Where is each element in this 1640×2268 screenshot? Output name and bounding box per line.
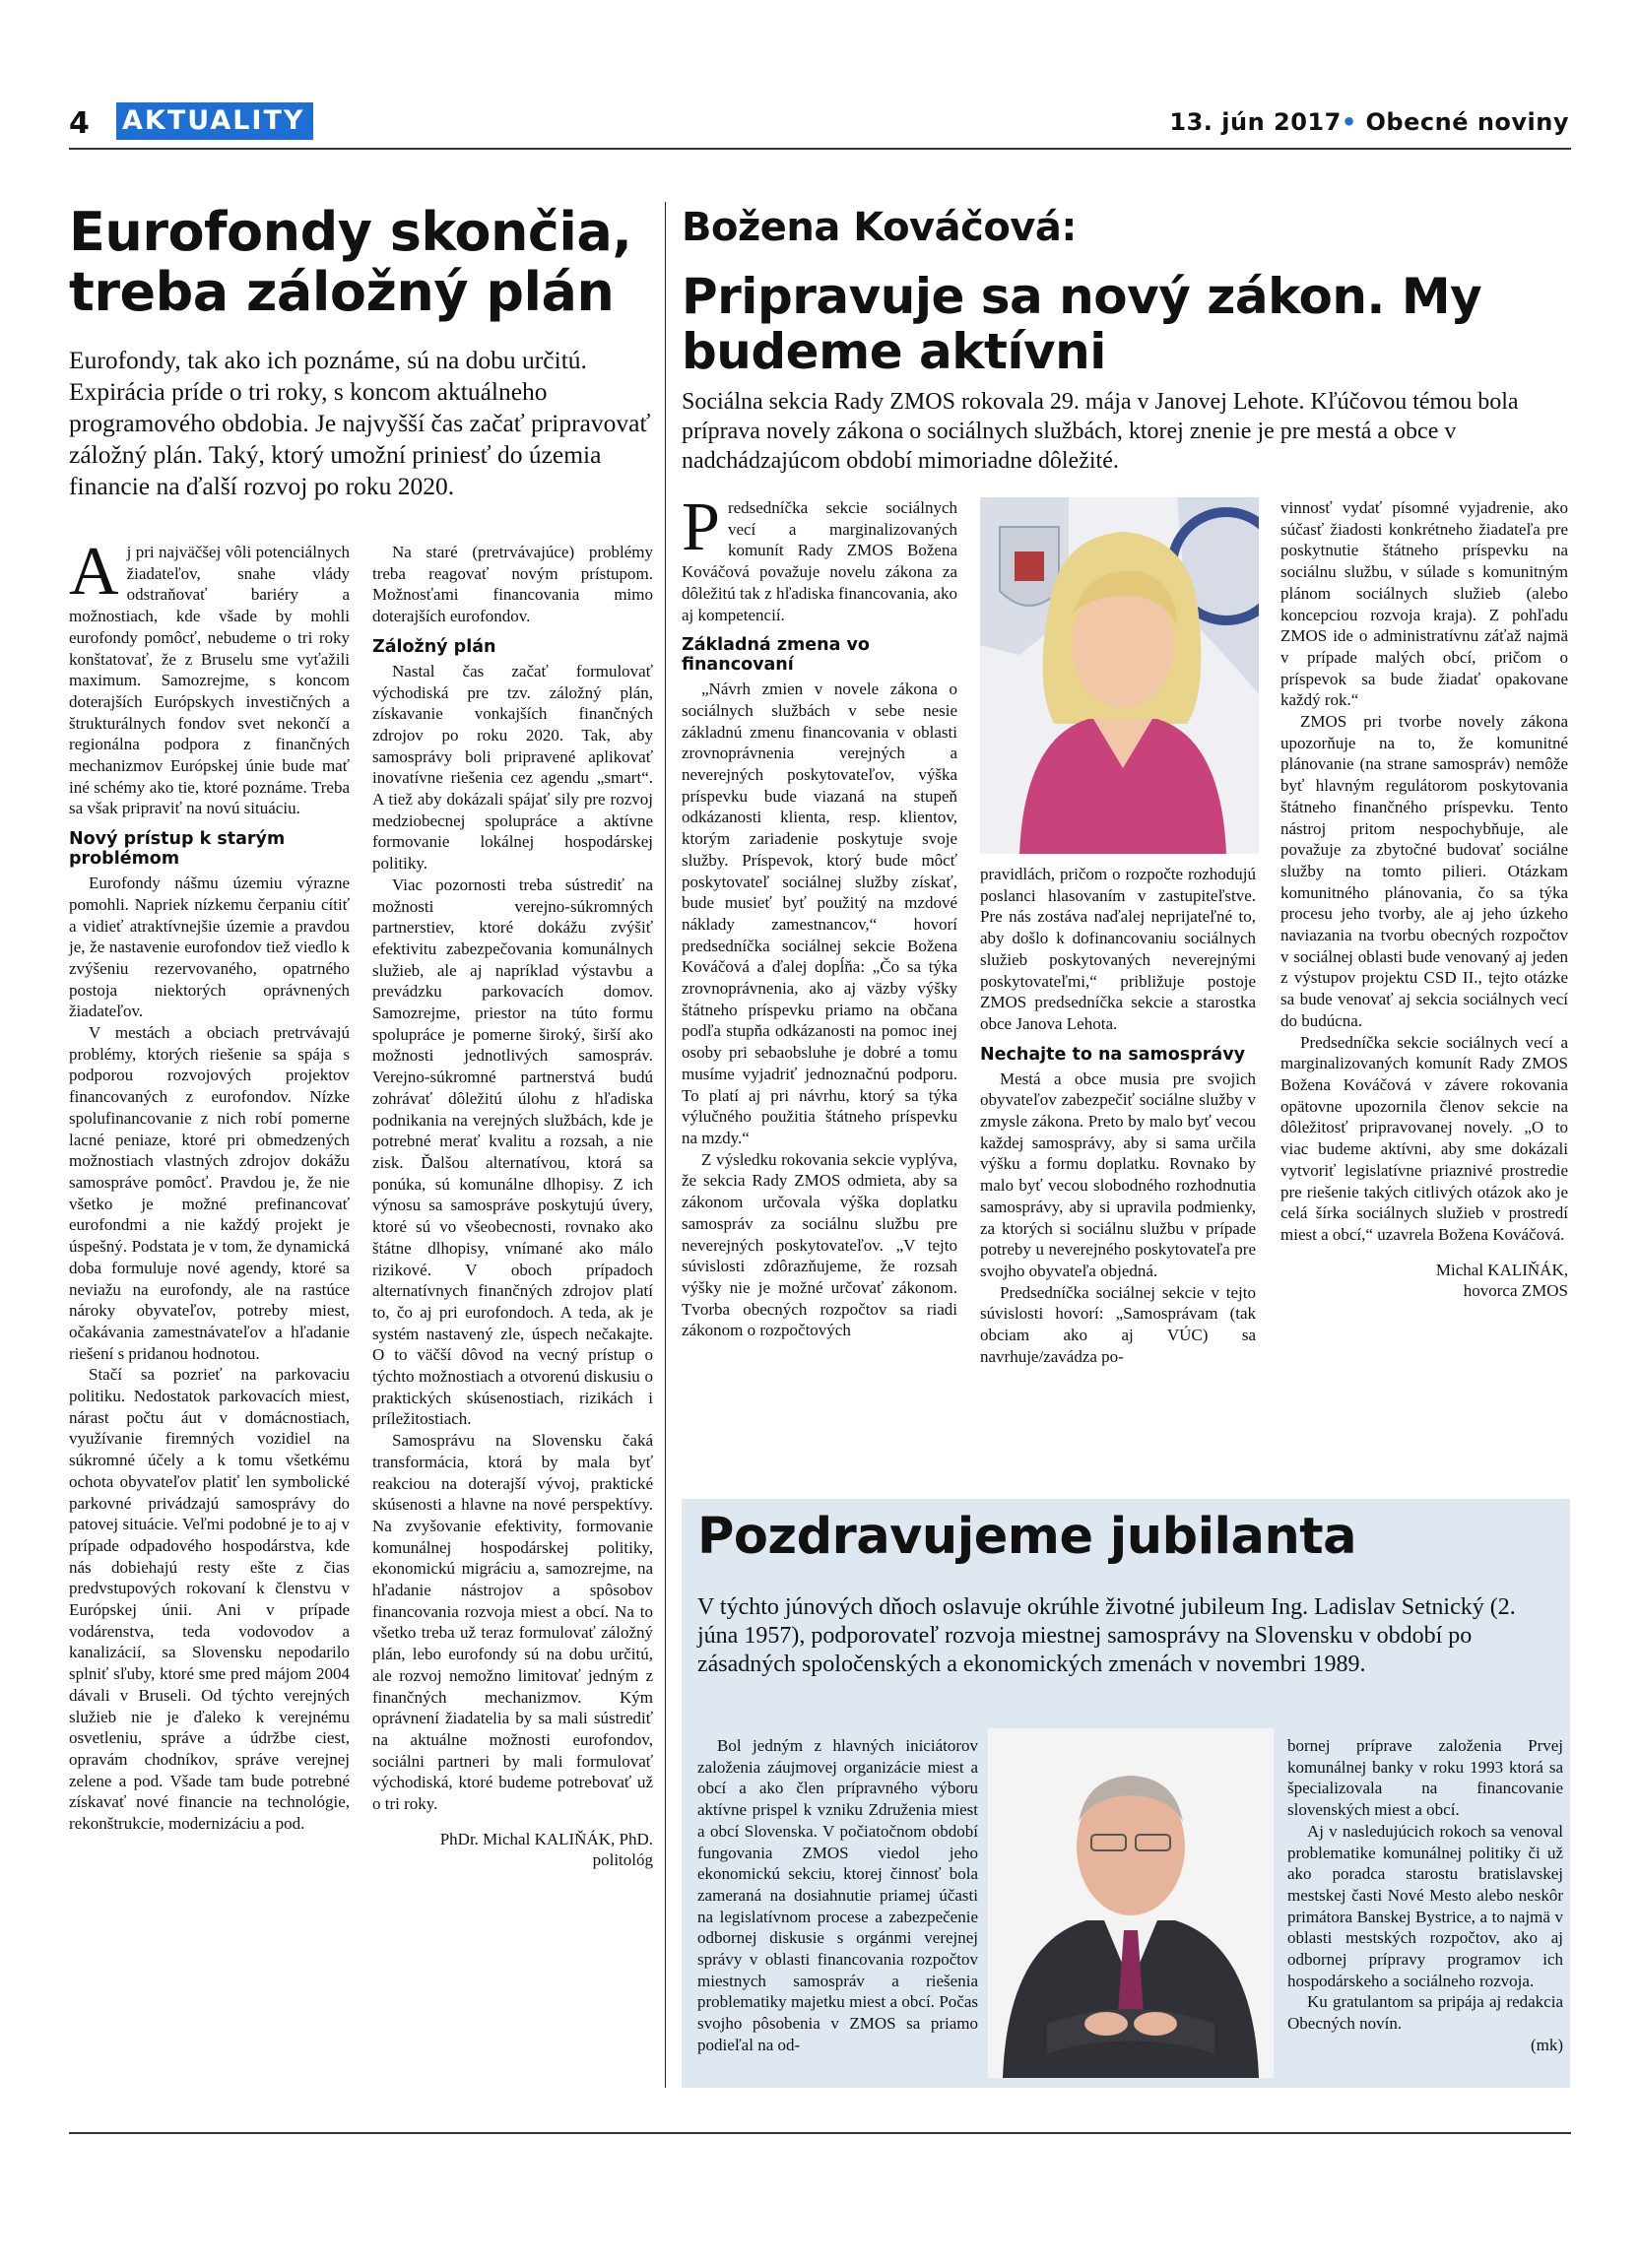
author-signature: PhDr. Michal KALIŇÁK, PhD.	[439, 1829, 653, 1848]
kovacova-column-3	[1280, 497, 1568, 1302]
body-paragraph: Z výsledku rokovania sekcie vyplýva, že sekcia Rady ZMOS odmieta, aby sa zákonom určovala výška doplatku samospráv za sociálnu službu pre neverejných poskytovateľov. „V tejto súvislosti zdôrazňujeme, že rozsah výšky nie je možné určovať zákonom. Tvorba obecných rozpočtov sa riadi zákonom o rozpočtových	[682, 1149, 957, 1340]
footer-rule	[69, 2132, 1571, 2134]
author-role: hovorca ZMOS	[1463, 1281, 1568, 1301]
dropcap: P	[682, 489, 720, 565]
publication-name: Obecné noviny	[1365, 108, 1569, 136]
subheading: Nechajte to na samosprávy	[980, 1044, 1246, 1065]
body-paragraph: ZMOS pri tvorbe novely zákona upozorňuje na to, že komunitné plánovanie (na strane samospráv) nemôže byť hlavným regulátorom poskytovania štátneho finančného príspevku. Tento nástroj pritom nespochybňuje, ale považuje za zbytočné budovať sociálne služby na tomto pilieri. Otázkam komunitného plánovania, čo sa týka procesu jeho tvorby, ale aj jeho úzkeho naviazania na tvorbu obecných rozpočtov v sociálnej oblasti bude venovaný aj jeden z výstupov projektu CSD II., tejto otázke sa bude venovať aj sekcia sociálnych vecí do budúcna.	[1280, 712, 1568, 1030]
body-paragraph: Na staré (pretrvávajúce) problémy treba reagovať novým prístupom. Možnosťami financovania mimo doterajších eurofondov.	[372, 543, 653, 626]
page-number: 4	[69, 106, 90, 141]
eurofondy-headline: Eurofondy skončia, treba záložný plán	[69, 201, 632, 323]
kovacova-kicker: Božena Kováčová:	[682, 205, 1077, 250]
body-paragraph: Mestá a obce musia pre svojich obyvateľov zabezpečiť sociálne služby v zmysle zákona. Preto by malo byť vecou každej samosprávy, aby si sama určila výšku a formu doplatku. Rovnako by malo byť vecou slobodného rozhodnutia samosprávy, aby si upravila podmienky, za ktorých si sociálnu službu v prípade potreby u neverejného poskytovateľa pre svojho obyvateľa objedná.	[980, 1069, 1256, 1280]
body-paragraph: Samosprávu na Slovensku čaká transformácia, ktorá by mala byť reakciou na doterajší vývoj, praktické skúsenosti a hlavne na nové perspektívy. Na zvyšovanie efektivity, formovanie komunálnej hospodárskej politiky, ekonomickú migráciu a, samozrejme, na hľadanie nástrojov a spôsobov financovania rozvoja miest a obcí. Na to všetko treba už teraz formulovať záložný plán, lebo eurofondy sú na dobu určitú, ale rozvoj nemožno limitovať jedným z finančných mechanizmov. Kým oprávnení žiadatelia by sa mali sústrediť na aktuálne možnosti eurofondov, sociálni partneri by mali formulovať východiská, ktoré budeme potrebovať už o tri roky.	[372, 1431, 653, 1814]
kovacova-column-2	[980, 864, 1256, 1367]
header-rule	[69, 148, 1571, 150]
jubilee-column-2	[1287, 1735, 1563, 2056]
header-dateline	[1169, 108, 1569, 136]
jubilee-headline: Pozdravujeme jubilanta	[697, 1508, 1357, 1566]
eurofondy-lead: Eurofondy, tak ako ich poznáme, sú na dobu určitú. Expirácia príde o tri roky, s koncom aktuálneho programového obdobia. Je najvyšší čas začať pripravovať záložný plán. Taký, ktorý umožní priniesť do územia financie na ďalší rozvoj po roku 2020.	[69, 346, 651, 500]
section-tag: AKTUALITY	[116, 102, 313, 140]
body-paragraph: Eurofondy nášmu územiu výrazne pomohli. Napriek nízkemu čerpaniu cítiť a vidieť atraktívnejšie územie a pravdou je, že nastavenie eurofondov tiež viedlo k zvýšeniu rezervovaného, opatrného postoja niektorých oprávnených žiadateľov.	[69, 874, 350, 1021]
subheading: Nový prístup k starým problémom	[69, 829, 286, 870]
jubilee-column-1	[697, 1735, 978, 2056]
body-paragraph: Nastal čas začať formulovať východiská pre tzv. záložný plán, získavanie vonkajších finančných zdrojov po roku 2020. Tak, aby samosprávy boli pripravené aplikovať inovatívne riešenia cez agendu „smart“. A tiež aby dokázali spájať sily pre rozvoj medziobecnej spolupráce a aktívne formovanie lokálnej hospodárskej politiky.	[372, 661, 653, 874]
body-paragraph: Bol jedným z hlavných iniciátorov založenia záujmovej organizácie miest a obcí a ako člen prípravného výboru aktívne prispel k vzniku Združenia miest a obcí Slovenska. V počiatočnom období fungovania ZMOS viedol jeho ekonomickú sekciu, ktorej činnosť bola zameraná na dosiahnutie priamej účasti na legislatívnom procese a zabezpečenie odbornej diskusie s orgánmi verejnej správy v oblasti financovania rozpočtov miestnych samospráv a riešenia problematiky majetku miest a obcí. Počas svojho pôsobenia v ZMOS sa priamo podieľal na od-	[697, 1736, 978, 2054]
subheading: Záložný plán	[372, 636, 496, 657]
kovacova-lead: Sociálna sekcia Rady ZMOS rokovala 29. mája v Janovej Lehote. Kľúčovou témou bola príprava novely zákona o sociálnych službách, ktorej znenie je pre mestá a obce v nadchádzajúcom období mimoriadne dôležité.	[682, 389, 1519, 474]
bullet-separator: •	[1341, 108, 1357, 136]
body-paragraph: Ku gratulantom sa pripája aj redakcia Obecných novín.	[1287, 1992, 1563, 2034]
column-divider	[665, 202, 666, 2088]
body-paragraph: j pri najväčšej vôli potenciálnych žiadateľov, snahe vlády odstraňovať bariéry a možnostiach, kde všade by mohli eurofondy pomôcť, nebudeme o tri roky konštatovať, že z Bruselu sme vyťažili maximum. Samozrejme, s koncom doterajších Európskych investičných a štrukturálnych fondov svet nekončí a regionálna podpora z finančných mechanizmov Európskej únie bude mať iné schémy ako tie, ktoré poznáme. Treba sa však pripraviť na novú situáciu.	[69, 543, 350, 818]
body-paragraph: redsedníčka sekcie sociálnych vecí a marginalizovaných komunít Rady ZMOS Božena Kováčová považuje novelu zákona za dôležitú tak z hľadiska financovania, ako aj kompetencií.	[682, 498, 957, 624]
body-paragraph: vinnosť vydať písomné vyjadrenie, ako súčasť žiadosti konkrétneho žiadateľa pre poskytnutie štátneho príspevku na sociálnu službu, v súlade s komunitným plánom sociálnych služieb (alebo koncepciou rozvoja kraja). Z pohľadu ZMOS ide o administratívnu záťaž najmä v prípade malých obcí, pričom o príspevok sa bude žiadať opakovane každý rok.“	[1280, 498, 1568, 710]
author-signature: Michal KALIŇÁK,	[1435, 1260, 1568, 1279]
body-paragraph: „Návrh zmien v novele zákona o sociálnych službách v sebe nesie základnú zmenu financovania v oblasti zrovnoprávnenia verejných a neverejných poskytovateľov, výška príspevku bude viazaná na stupeň odkázanosti klienta, resp. klientov, ktorým zariadenie poskytuje svoje služby. Príspevok, ktorý bude môcť poskytovateľ sociálnej služby získať, bude musieť byť použitý na mzdové náklady zamestnancov,“ hovorí predsedníčka sociálnej sekcie Božena Kováčová a ďalej dopĺňa: „Čo sa týka zrovnoprávnenia, ako aj väzby výšky štátneho príspevku priamo na občana podľa stupňa odkázanosti na pomoc inej osoby pri sebaobsluhe je dobré a tomu musíme vyjadriť jednoznačnú podporu. To platí aj pri návrhu, ktorý sa týka výlučného použitia štátneho príspevku na mzdy.“	[682, 680, 957, 1147]
body-paragraph: Stačí sa pozrieť na parkovaciu politiku. Nedostatok parkovacích miest, nárast počtu áut v domácnostiach, využívanie firemných vozidiel na súkromné účely a k tomu všetkému ochota obyvateľov platiť len symbolické parkovné privádzajú samosprávy do patovej situácie. Veľmi podobné je to aj v prípade odpadového hospodárstva, kde nás dobiehajú resty ešte z čias predvstupových rokovaní k členstvu v Európskej únii. Ani v prípade vodárenstva, teda vodovodov a kanalizácií, sa Slovensku nepodarilo splniť sľuby, ktoré sme pred májom 2004 dávali v Bruseli. Od týchto verejných služieb nie je ďaleko k verejnému osvetleniu, správe a údržbe ciest, opravám chodníkov, správe verejnej zelene a pod. Všade tam bude potrebné získavať nové financie na technológie, rekonštrukcie, modernizáciu a pod.	[69, 1365, 350, 1834]
body-paragraph: Viac pozornosti treba sústrediť na možnosti verejno-súkromných partnerstiev, ktoré dokážu zvýšiť efektivitu zabezpečovania komunálnych služieb, ale aj napríklad výstavbu a prevádzku parkovacích domov. Samozrejme, priestor na túto formu spolupráce je pomerne široký, širší ako možnosti jednotlivých samospráv. Verejno-súkromné partnerstvá budú zohrávať dôležitú úlohu z hľadiska podnikania na verejných službách, kde je potrebné merať kvalitu a rozsah, a nie zisk. Ďalšou alternatívou, ktorá sa ponúka, sú komunálne dlhopisy. Z ich výnosu sa samospráve poskytujú úvery, ktoré sú vo všeobecnosti, rovnako ako štátne dlhopisy, vnímané ako málo rizikové. V oboch prípadoch alternatívnych finančných zdrojov platí to, čo aj pri eurofondoch. A teda, ak je systém nastavený zle, úspech nečakajte. O to väčší dôvod na vecný prístup o týchto možnostiach a otvorenú diskusiu o praktických skúsenostiach, rizikách i príležitostiach.	[372, 875, 653, 1429]
dropcap: A	[69, 534, 119, 610]
issue-date: 13. jún 2017	[1169, 108, 1342, 136]
body-paragraph: pravidlách, pričom o rozpočte rozhodujú poslanci hlasovaním v zastupiteľstve. Pre nás zostáva naďalej neprijateľné to, aby došlo k dofinancovaniu sociálnych služieb poskytovaných neverejnými poskytovateľmi,“ približuje postoje ZMOS predsedníčka sekcie a starostka obce Janova Lehota.	[980, 865, 1256, 1033]
author-role: politológ	[592, 1850, 653, 1870]
kovacova-headline: Pripravuje sa nový zákon. My budeme aktívni	[682, 268, 1482, 380]
setnicky-portrait-photo	[988, 1728, 1274, 2078]
subheading: Základná zmena vo financovaní	[682, 635, 870, 676]
eurofondy-column-2	[372, 542, 653, 1871]
kovacova-portrait-photo	[980, 497, 1259, 854]
body-paragraph: Predsedníčka sekcie sociálnych vecí a marginalizovaných komunít Rady ZMOS Božena Kováčová v závere rokovania opätovne upozornila členov sekcie na dôležitosť pripravovanej novely. „O to viac budeme aktívni, aby sme dokázali vytvoriť legislatívne priaznivé prostredie pre riešenie takých citlivých otázok ako je celá šírka sociálnych služieb v prostredí miest a obcí,“ uzavrela Božena Kováčová.	[1280, 1032, 1568, 1244]
eurofondy-column-1	[69, 534, 350, 1835]
body-paragraph: Aj v nasledujúcich rokoch sa venoval problematike komunálnej politiky či už ako poradca starostu bratislavskej mestskej časti Nové Mesto alebo neskôr primátora Banskej Bystrice, a to najmä v oblasti mestských rozpočtov, ako aj odbornej prípravy programov ich hospodárskeho a sociálneho rozvoja.	[1287, 1821, 1563, 1990]
body-paragraph: bornej príprave založenia Prvej komunálnej banky v roku 1993 ktorá sa špecializovala na financovanie slovenských miest a obcí.	[1287, 1736, 1563, 1820]
body-paragraph: V mestách a obciach pretrvávajú problémy, ktorých riešenie sa spája s podporou rozvojových projektov financovaných z eurofondov. Nízke spolufinancovanie z nich robí pomerne lacné peniaze, ktoré pri obmedzených možnostiach vlastných zdrojov dokážu samospráve pomôcť. Pravdou je, že nie všetko je možné prefinancovať eurofondmi a nie každý projekt je úspešný. Podstata je v tom, že dynamická doba formuluje nové agendy, ktoré sa neviažu na eurofondy, ale na rastúce nároky obyvateľov, potreby miest, očakávania zamestnávateľov a hľadanie riešení s pridanou hodnotou.	[69, 1023, 350, 1363]
body-paragraph: Predsedníčka sociálnej sekcie v tejto súvislosti hovorí: „Samosprávam (tak obciam ako aj VÚC) sa navrhuje/zavádza po-	[980, 1282, 1256, 1366]
jubilee-lead: V týchto júnových dňoch oslavuje okrúhle životné jubileum Ing. Ladislav Setnický (2. júna 1957), podporovateľ rozvoja miestnej samosprávy na Slovensku v období po zásadných spoločenských a ekonomických zmenách v novembri 1989.	[697, 1594, 1516, 1677]
kovacova-column-1	[682, 489, 957, 1341]
author-signature: (mk)	[1530, 2035, 1563, 2054]
